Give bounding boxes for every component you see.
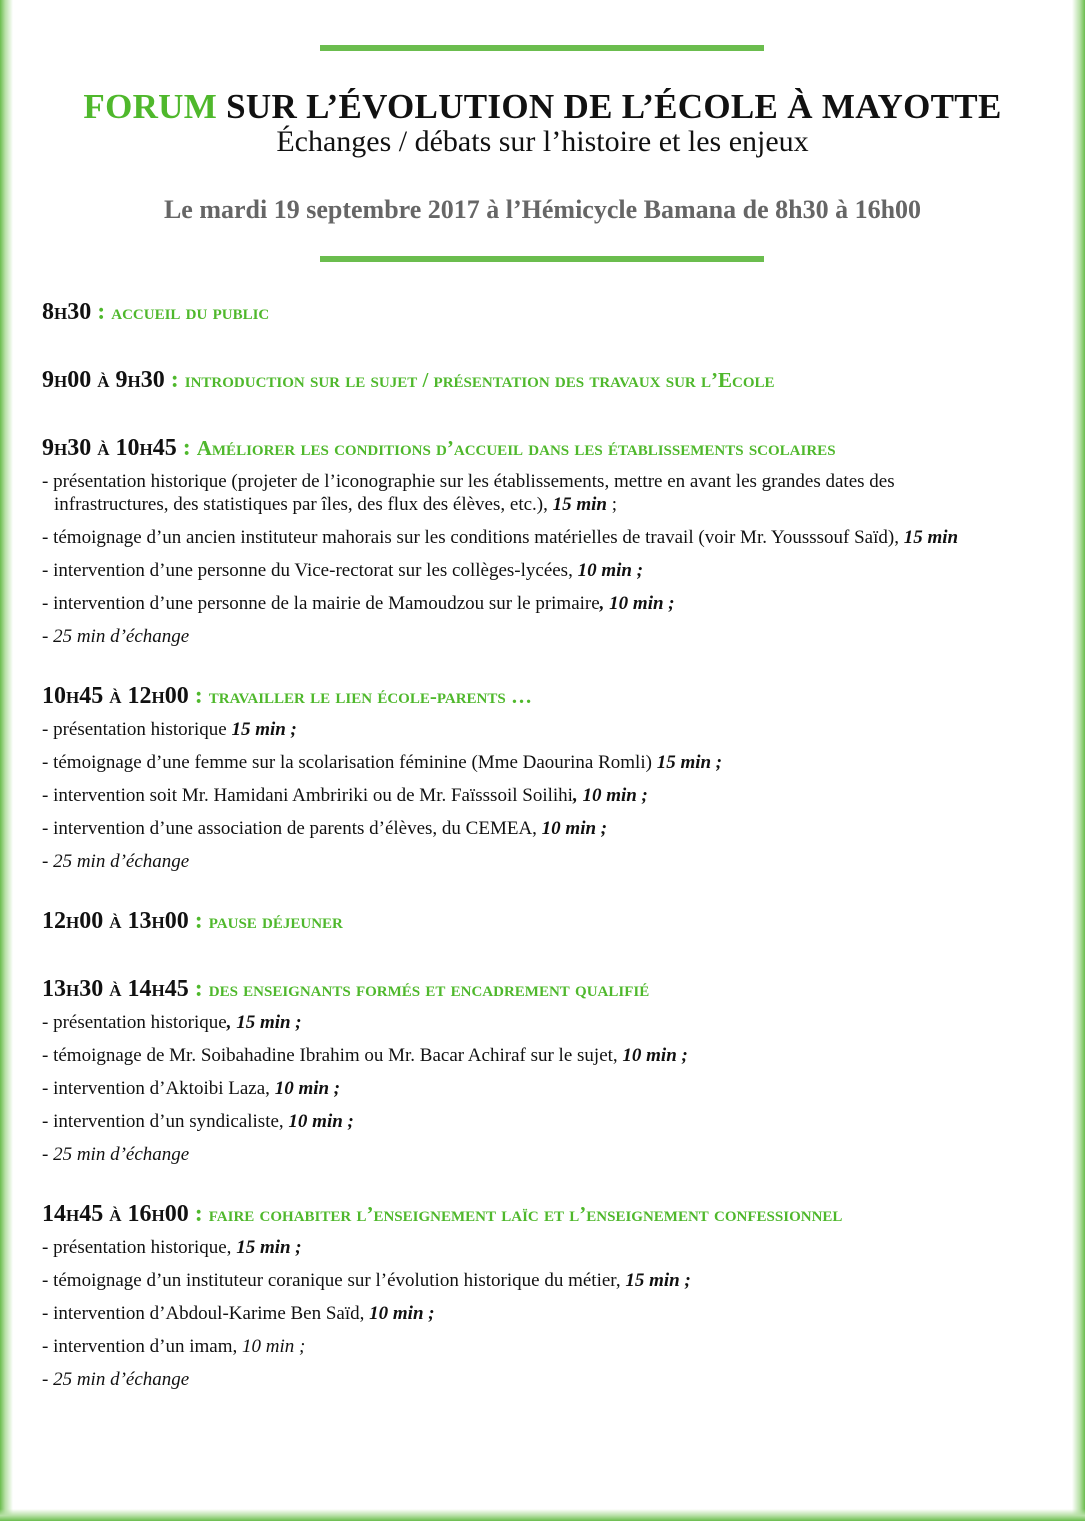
item-duration: , 10 min ; bbox=[599, 593, 675, 614]
session-block bbox=[42, 364, 1052, 396]
item-description: - témoignage d’un instituteur coranique sur l’évolution historique du métier, bbox=[42, 1270, 621, 1291]
session-time: 8h30 bbox=[42, 299, 92, 325]
session-separator: : bbox=[188, 1201, 209, 1227]
program-item bbox=[42, 718, 1052, 741]
session-items bbox=[42, 718, 1052, 873]
program-item bbox=[42, 1044, 1052, 1067]
session-heading bbox=[42, 680, 1052, 712]
session-block bbox=[42, 432, 1052, 648]
program-item bbox=[42, 1110, 1052, 1133]
session-separator: : bbox=[188, 683, 209, 709]
session-items bbox=[42, 1236, 1052, 1391]
page-border-right bbox=[1072, 0, 1085, 1521]
item-description: - intervention d’Abdoul-Karime Ben Saïd, bbox=[42, 1303, 365, 1324]
program-item bbox=[42, 625, 1052, 648]
item-description: - 25 min d’échange bbox=[42, 1144, 190, 1165]
session-heading bbox=[42, 364, 1052, 396]
item-description: - 25 min d’échange bbox=[42, 1369, 190, 1390]
item-description: - intervention d’une personne du Vice-rectorat sur les collèges-lycées, bbox=[42, 560, 573, 581]
program-item bbox=[42, 1269, 1052, 1292]
session-label: accueil du public bbox=[111, 300, 270, 324]
item-duration: 15 min bbox=[547, 494, 607, 515]
item-description: - présentation historique bbox=[42, 719, 227, 740]
item-description: - intervention d’une personne de la mairie de Mamoudzou sur le primaire bbox=[42, 593, 600, 614]
session-block bbox=[42, 1198, 1052, 1391]
program-item bbox=[42, 1011, 1052, 1034]
program-item bbox=[42, 1077, 1052, 1100]
item-description: - intervention soit Mr. Hamidani Ambririki ou de Mr. Faïsssoil Soilihi bbox=[42, 785, 573, 806]
item-description: - présentation historique, bbox=[42, 1237, 232, 1258]
session-block bbox=[42, 905, 1052, 937]
item-description: - 25 min d’échange bbox=[42, 851, 190, 872]
title-rest: SUR L’ÉVOLUTION DE L’ÉCOLE À MAYOTTE bbox=[217, 87, 1002, 126]
item-duration: 10 min ; bbox=[572, 560, 644, 581]
session-heading bbox=[42, 905, 1052, 937]
item-duration: 10 min ; bbox=[617, 1045, 688, 1066]
item-description: - intervention d’un syndicaliste, bbox=[42, 1111, 284, 1132]
program-item bbox=[42, 470, 1052, 516]
item-duration: 15 min ; bbox=[226, 719, 297, 740]
item-description: - présentation historique bbox=[42, 1012, 227, 1033]
session-block bbox=[42, 680, 1052, 873]
item-duration: , 10 min ; bbox=[572, 785, 648, 806]
item-duration: 15 min ; bbox=[620, 1270, 691, 1291]
item-description-line2: infrastructures, des statistiques par îles, des flux des élèves, etc.), bbox=[54, 494, 548, 515]
session-label: introduction sur le sujet / présentation des travaux sur l’Ecole bbox=[184, 368, 775, 392]
session-time: 12h00 à 13h00 bbox=[42, 908, 189, 934]
session-label: Améliorer les conditions d’accueil dans les établissements scolaires bbox=[196, 436, 836, 460]
page-title bbox=[0, 86, 1085, 128]
session-heading bbox=[42, 1198, 1052, 1230]
session-separator: : bbox=[164, 367, 185, 393]
program-item bbox=[42, 1335, 1052, 1358]
item-description: - témoignage d’une femme sur la scolarisation féminine (Mme Daourina Romli) bbox=[42, 752, 652, 773]
item-duration: 10 min ; bbox=[269, 1078, 341, 1099]
header-bottom-rule bbox=[320, 256, 764, 262]
session-block bbox=[42, 973, 1052, 1166]
item-description: - témoignage de Mr. Soibahadine Ibrahim ou Mr. Bacar Achiraf sur le sujet, bbox=[42, 1045, 618, 1066]
item-description: - intervention d’un imam, bbox=[42, 1336, 238, 1357]
session-block bbox=[42, 296, 1052, 328]
program-item bbox=[42, 1302, 1052, 1325]
session-time: 9h30 à 10h45 bbox=[42, 435, 177, 461]
item-description: - 25 min d’échange bbox=[42, 626, 190, 647]
program-list bbox=[42, 296, 1052, 1401]
item-description: - présentation historique (projeter de l’iconographie sur les établissements, mettre en avant les grandes dates des bbox=[42, 471, 895, 492]
program-item bbox=[42, 592, 1052, 615]
item-tail: ; bbox=[606, 494, 618, 515]
page-border-left bbox=[0, 0, 13, 1521]
page-border-bottom bbox=[0, 1509, 1085, 1521]
session-separator: : bbox=[91, 299, 112, 325]
page-subtitle: Échanges / débats sur l’histoire et les enjeux bbox=[276, 125, 809, 158]
session-time: 13h30 à 14h45 bbox=[42, 976, 189, 1002]
title-forum-word: FORUM bbox=[83, 87, 218, 126]
session-label: des enseignants formés et encadrement qualifié bbox=[208, 977, 650, 1001]
item-duration: 15 min bbox=[898, 527, 959, 548]
program-item bbox=[42, 559, 1052, 582]
item-description-cont bbox=[42, 493, 1052, 516]
item-duration: 10 min ; bbox=[364, 1303, 435, 1324]
item-description: - intervention d’une association de parents d’élèves, du CEMEA, bbox=[42, 818, 537, 839]
session-time: 10h45 à 12h00 bbox=[42, 683, 189, 709]
program-item bbox=[42, 1236, 1052, 1259]
item-duration: 15 min ; bbox=[651, 752, 723, 773]
session-heading bbox=[42, 973, 1052, 1005]
program-item bbox=[42, 1368, 1052, 1391]
session-label: travailler le lien école-parents … bbox=[208, 684, 532, 708]
program-item bbox=[42, 1143, 1052, 1166]
session-time: 14h45 à 16h00 bbox=[42, 1201, 189, 1227]
program-item bbox=[42, 751, 1052, 774]
event-date-line: Le mardi 19 septembre 2017 à l’Hémicycle Bamana de 8h30 à 16h00 bbox=[163, 195, 922, 224]
item-duration: , 15 min ; bbox=[226, 1012, 302, 1033]
item-duration: 10 min ; bbox=[536, 818, 608, 839]
program-item bbox=[42, 784, 1052, 807]
program-item bbox=[42, 850, 1052, 873]
item-duration: 10 min ; bbox=[237, 1336, 306, 1357]
program-item bbox=[42, 526, 1052, 549]
item-description: - intervention d’Aktoibi Laza, bbox=[42, 1078, 270, 1099]
item-description: - témoignage d’un ancien instituteur mahorais sur les conditions matérielles de travail (voir Mr. Yousssouf Saïd), bbox=[42, 527, 899, 548]
item-duration: 10 min ; bbox=[283, 1111, 354, 1132]
session-time: 9h00 à 9h30 bbox=[42, 367, 165, 393]
session-items bbox=[42, 1011, 1052, 1166]
item-duration: 15 min ; bbox=[231, 1237, 302, 1258]
session-label: faire cohabiter l’enseignement laïc et l’enseignement confessionnel bbox=[208, 1202, 843, 1226]
program-item bbox=[42, 817, 1052, 840]
session-separator: : bbox=[188, 976, 209, 1002]
session-heading bbox=[42, 296, 1052, 328]
session-items bbox=[42, 470, 1052, 648]
session-heading bbox=[42, 432, 1052, 464]
session-separator: : bbox=[188, 908, 209, 934]
top-rule bbox=[320, 45, 764, 51]
session-label: pause déjeuner bbox=[208, 909, 343, 933]
session-separator: : bbox=[176, 435, 197, 461]
